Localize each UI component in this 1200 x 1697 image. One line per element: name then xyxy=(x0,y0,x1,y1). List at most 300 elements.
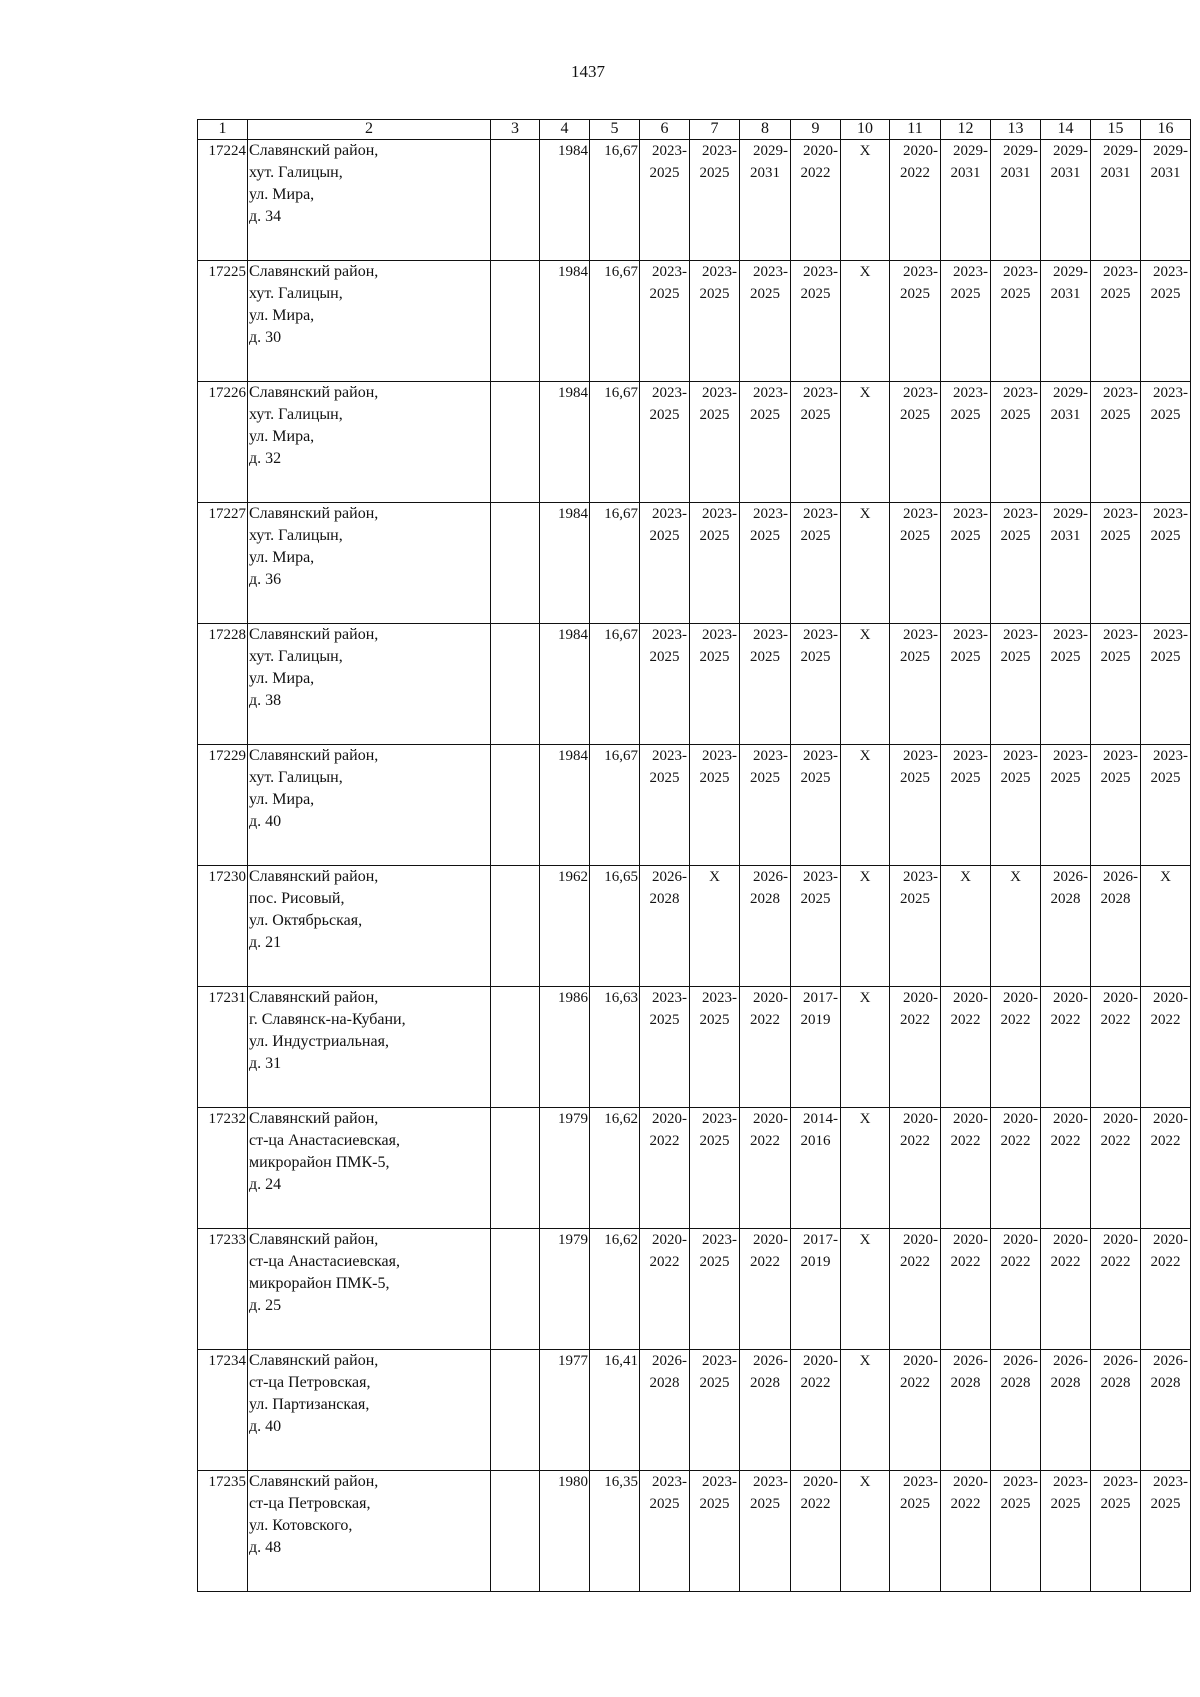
period-cell xyxy=(941,382,991,503)
period-start: 2023- xyxy=(1153,627,1188,643)
period-cell xyxy=(740,140,791,261)
period-start: 2023- xyxy=(652,506,687,522)
housing-table xyxy=(197,119,1191,1592)
address-line: Славянский район, xyxy=(249,1473,379,1490)
address-line: ул. Октябрьская, xyxy=(249,912,363,929)
value-cell: 16,65 xyxy=(590,866,640,987)
header-cell: 10 xyxy=(841,120,890,140)
period-end: 2022 xyxy=(800,1375,831,1391)
row-id: 17229 xyxy=(198,745,248,866)
period-cell xyxy=(1141,624,1191,745)
period-end: 2025 xyxy=(950,770,981,786)
period-end: 2025 xyxy=(800,528,831,544)
period-cell xyxy=(991,503,1041,624)
address-cell xyxy=(248,745,491,866)
period-end: 2025 xyxy=(699,770,730,786)
period-cell xyxy=(690,1229,740,1350)
period-end: 2025 xyxy=(1100,286,1131,302)
period-start: 2023- xyxy=(1103,264,1138,280)
period-cell xyxy=(1141,503,1191,624)
row-id: 17235 xyxy=(198,1471,248,1592)
address-line: д. 32 xyxy=(249,450,282,467)
period-end: 2028 xyxy=(1050,891,1081,907)
period-start: 2026- xyxy=(753,869,788,885)
period-cell xyxy=(690,745,740,866)
period-cell xyxy=(791,745,841,866)
period-cell xyxy=(1091,1350,1141,1471)
period-cell: X xyxy=(841,503,890,624)
address-line: Славянский район, xyxy=(249,142,379,159)
period-cell xyxy=(941,140,991,261)
table-row xyxy=(198,382,1191,503)
period-end: 2025 xyxy=(950,649,981,665)
table-body xyxy=(198,140,1191,1592)
period-cell xyxy=(991,1471,1041,1592)
header-cell: 11 xyxy=(890,120,941,140)
period-cell xyxy=(1041,1229,1091,1350)
col3-cell xyxy=(491,261,540,382)
period-end: 2025 xyxy=(699,1133,730,1149)
period-start: 2023- xyxy=(702,748,737,764)
period-cell xyxy=(941,987,991,1108)
period-start: 2023- xyxy=(803,264,838,280)
period-start: 2020- xyxy=(1153,1232,1188,1248)
period-start: 2023- xyxy=(702,627,737,643)
period-start: 2020- xyxy=(803,143,838,159)
period-end: 2025 xyxy=(1100,1496,1131,1512)
row-id: 17230 xyxy=(198,866,248,987)
table-row xyxy=(198,1108,1191,1229)
period-end: 2025 xyxy=(699,1254,730,1270)
address-line: Славянский район, xyxy=(249,989,379,1006)
period-cell xyxy=(740,261,791,382)
address-line: д. 30 xyxy=(249,329,282,346)
period-cell xyxy=(740,382,791,503)
period-cell xyxy=(791,261,841,382)
period-start: 2020- xyxy=(1003,1111,1038,1127)
header-cell: 13 xyxy=(991,120,1041,140)
col3-cell xyxy=(491,1108,540,1229)
period-cell xyxy=(740,866,791,987)
period-start: 2020- xyxy=(1103,990,1138,1006)
period-cell xyxy=(941,624,991,745)
period-start: 2020- xyxy=(953,1111,988,1127)
value-cell: 16,41 xyxy=(590,1350,640,1471)
period-start: 2023- xyxy=(702,1474,737,1490)
period-end: 2025 xyxy=(1000,407,1031,423)
period-end: 2025 xyxy=(750,286,780,302)
address-line: ст-ца Петровская, xyxy=(249,1374,371,1391)
period-cell xyxy=(791,382,841,503)
period-start: 2020- xyxy=(753,990,788,1006)
period-cell xyxy=(1141,1229,1191,1350)
period-cell: X xyxy=(690,866,740,987)
period-end: 2031 xyxy=(1000,165,1031,181)
period-start: 2023- xyxy=(753,627,788,643)
period-cell: X xyxy=(991,866,1041,987)
year-cell: 1962 xyxy=(540,866,590,987)
period-end: 2028 xyxy=(1100,891,1131,907)
period-start: 2029- xyxy=(1053,264,1088,280)
address-line: д. 40 xyxy=(249,813,282,830)
period-end: 2025 xyxy=(699,1375,730,1391)
period-end: 2025 xyxy=(750,407,780,423)
period-cell xyxy=(740,503,791,624)
table-row xyxy=(198,140,1191,261)
period-end: 2031 xyxy=(750,165,780,181)
period-end: 2031 xyxy=(1100,165,1131,181)
header-cell: 12 xyxy=(941,120,991,140)
period-start: 2020- xyxy=(803,1353,838,1369)
col3-cell xyxy=(491,1350,540,1471)
period-start: 2026- xyxy=(1053,1353,1088,1369)
period-start: 2020- xyxy=(652,1232,687,1248)
period-end: 2022 xyxy=(900,1254,930,1270)
period-cell xyxy=(1091,1108,1141,1229)
period-cell xyxy=(640,382,690,503)
col3-cell xyxy=(491,140,540,261)
address-line: ст-ца Анастасиевская, xyxy=(249,1132,401,1149)
period-start: 2023- xyxy=(753,506,788,522)
period-end: 2022 xyxy=(900,1375,930,1391)
period-end: 2025 xyxy=(1150,649,1181,665)
header-row xyxy=(198,120,1191,140)
period-start: 2023- xyxy=(1003,506,1038,522)
period-end: 2025 xyxy=(800,770,831,786)
period-end: 2025 xyxy=(649,1012,680,1028)
col3-cell xyxy=(491,382,540,503)
period-end: 2025 xyxy=(800,286,831,302)
period-end: 2025 xyxy=(649,407,680,423)
period-cell: X xyxy=(841,1471,890,1592)
period-start: 2023- xyxy=(903,506,938,522)
period-end: 2025 xyxy=(800,649,831,665)
period-start: 2020- xyxy=(1103,1232,1138,1248)
period-cell xyxy=(941,503,991,624)
value-cell: 16,67 xyxy=(590,503,640,624)
address-cell xyxy=(248,140,491,261)
period-end: 2028 xyxy=(750,1375,780,1391)
period-start: 2023- xyxy=(1103,1474,1138,1490)
period-start: 2029- xyxy=(753,143,788,159)
period-start: 2029- xyxy=(1103,143,1138,159)
period-cell xyxy=(1041,1108,1091,1229)
period-end: 2019 xyxy=(800,1012,831,1028)
period-start: 2029- xyxy=(1003,143,1038,159)
period-cell xyxy=(690,1471,740,1592)
table-row xyxy=(198,503,1191,624)
value-cell: 16,62 xyxy=(590,1108,640,1229)
col3-cell xyxy=(491,503,540,624)
period-end: 2025 xyxy=(1000,770,1031,786)
period-end: 2025 xyxy=(900,891,930,907)
address-line: г. Славянск-на-Кубани, xyxy=(249,1011,406,1028)
period-cell xyxy=(890,503,941,624)
period-cell xyxy=(791,987,841,1108)
value-cell: 16,63 xyxy=(590,987,640,1108)
period-cell xyxy=(1141,382,1191,503)
period-cell: X xyxy=(841,261,890,382)
address-line: хут. Галицын, xyxy=(249,648,343,665)
page-number: 1437 xyxy=(571,62,605,81)
period-start: 2026- xyxy=(1003,1353,1038,1369)
period-start: 2023- xyxy=(1103,385,1138,401)
address-cell xyxy=(248,866,491,987)
period-start: 2023- xyxy=(702,264,737,280)
period-end: 2022 xyxy=(750,1254,780,1270)
address-line: д. 25 xyxy=(249,1297,282,1314)
period-end: 2025 xyxy=(1000,649,1031,665)
address-cell xyxy=(248,1350,491,1471)
period-cell xyxy=(890,261,941,382)
period-start: 2023- xyxy=(1153,506,1188,522)
table-row xyxy=(198,745,1191,866)
period-start: 2023- xyxy=(903,264,938,280)
address-cell xyxy=(248,624,491,745)
period-start: 2017- xyxy=(803,1232,838,1248)
period-cell xyxy=(941,1108,991,1229)
period-end: 2025 xyxy=(649,165,680,181)
period-start: 2023- xyxy=(652,990,687,1006)
period-end: 2028 xyxy=(950,1375,981,1391)
period-start: 2023- xyxy=(1153,748,1188,764)
table-row xyxy=(198,1229,1191,1350)
period-end: 2025 xyxy=(649,528,680,544)
period-start: 2026- xyxy=(652,1353,687,1369)
period-end: 2022 xyxy=(950,1254,981,1270)
address-line: хут. Галицын, xyxy=(249,769,343,786)
period-end: 2025 xyxy=(900,286,930,302)
year-cell: 1984 xyxy=(540,382,590,503)
period-cell xyxy=(740,1350,791,1471)
period-end: 2022 xyxy=(900,165,930,181)
period-start: 2020- xyxy=(1003,1232,1038,1248)
period-end: 2025 xyxy=(1150,528,1181,544)
year-cell: 1980 xyxy=(540,1471,590,1592)
period-start: 2020- xyxy=(1003,990,1038,1006)
value-cell: 16,67 xyxy=(590,140,640,261)
period-end: 2022 xyxy=(900,1133,930,1149)
period-start: 2023- xyxy=(1003,385,1038,401)
period-end: 2025 xyxy=(750,649,780,665)
period-start: 2023- xyxy=(1103,506,1138,522)
address-line: ст-ца Петровская, xyxy=(249,1495,371,1512)
year-cell: 1979 xyxy=(540,1229,590,1350)
period-cell xyxy=(690,987,740,1108)
period-end: 2022 xyxy=(1000,1012,1031,1028)
period-start: 2023- xyxy=(903,1474,938,1490)
period-cell: X xyxy=(841,745,890,866)
period-cell xyxy=(640,745,690,866)
period-cell xyxy=(890,866,941,987)
period-end: 2022 xyxy=(750,1012,780,1028)
period-start: 2023- xyxy=(1003,627,1038,643)
period-start: 2023- xyxy=(1053,748,1088,764)
period-cell xyxy=(1091,1229,1141,1350)
period-cell xyxy=(991,745,1041,866)
address-line: ул. Мира, xyxy=(249,428,315,445)
address-cell xyxy=(248,987,491,1108)
period-end: 2028 xyxy=(750,891,780,907)
period-cell: X xyxy=(841,866,890,987)
period-start: 2026- xyxy=(1053,869,1088,885)
period-cell: X xyxy=(841,382,890,503)
period-end: 2025 xyxy=(950,407,981,423)
period-cell: X xyxy=(941,866,991,987)
col3-cell xyxy=(491,624,540,745)
period-start: 2023- xyxy=(953,748,988,764)
period-end: 2022 xyxy=(1150,1012,1181,1028)
period-end: 2022 xyxy=(900,1012,930,1028)
period-start: 2020- xyxy=(753,1111,788,1127)
address-cell xyxy=(248,261,491,382)
address-line: ул. Партизанская, xyxy=(249,1396,370,1413)
period-end: 2025 xyxy=(900,770,930,786)
period-end: 2031 xyxy=(1050,407,1081,423)
period-end: 2025 xyxy=(900,528,930,544)
value-cell: 16,67 xyxy=(590,382,640,503)
period-end: 2025 xyxy=(1150,770,1181,786)
period-cell xyxy=(890,382,941,503)
period-end: 2028 xyxy=(1100,1375,1131,1391)
period-end: 2022 xyxy=(800,1496,831,1512)
period-start: 2029- xyxy=(1053,143,1088,159)
col3-cell xyxy=(491,745,540,866)
period-cell xyxy=(740,987,791,1108)
period-end: 2025 xyxy=(699,407,730,423)
period-start: 2023- xyxy=(1153,264,1188,280)
period-start: 2023- xyxy=(702,143,737,159)
period-cell xyxy=(1091,866,1141,987)
address-line: д. 40 xyxy=(249,1418,282,1435)
period-end: 2022 xyxy=(1150,1133,1181,1149)
period-cell xyxy=(791,1471,841,1592)
header-cell: 2 xyxy=(248,120,491,140)
period-cell xyxy=(991,140,1041,261)
row-id: 17234 xyxy=(198,1350,248,1471)
period-start: 2029- xyxy=(1153,143,1188,159)
period-cell xyxy=(791,503,841,624)
period-start: 2017- xyxy=(803,990,838,1006)
period-cell xyxy=(890,1471,941,1592)
period-end: 2022 xyxy=(1150,1254,1181,1270)
period-start: 2023- xyxy=(1053,1474,1088,1490)
period-start: 2023- xyxy=(702,1111,737,1127)
period-end: 2025 xyxy=(900,1496,930,1512)
period-end: 2016 xyxy=(800,1133,831,1149)
period-start: 2026- xyxy=(1103,1353,1138,1369)
period-cell xyxy=(690,261,740,382)
period-end: 2025 xyxy=(1000,1496,1031,1512)
period-end: 2025 xyxy=(1100,770,1131,786)
period-cell xyxy=(1091,261,1141,382)
period-end: 2025 xyxy=(950,286,981,302)
row-id: 17224 xyxy=(198,140,248,261)
period-cell xyxy=(890,140,941,261)
period-start: 2023- xyxy=(903,627,938,643)
period-end: 2022 xyxy=(649,1254,680,1270)
address-line: д. 34 xyxy=(249,208,282,225)
period-cell xyxy=(991,987,1041,1108)
period-end: 2028 xyxy=(1000,1375,1031,1391)
period-cell xyxy=(1091,1471,1141,1592)
period-start: 2026- xyxy=(652,869,687,885)
year-cell: 1984 xyxy=(540,624,590,745)
period-cell xyxy=(640,987,690,1108)
period-end: 2022 xyxy=(950,1012,981,1028)
period-cell xyxy=(991,624,1041,745)
value-cell: 16,67 xyxy=(590,624,640,745)
period-cell xyxy=(640,261,690,382)
address-line: ул. Мира, xyxy=(249,307,315,324)
period-cell xyxy=(690,1350,740,1471)
period-cell: X xyxy=(1141,866,1191,987)
period-start: 2029- xyxy=(1053,385,1088,401)
address-line: д. 31 xyxy=(249,1055,282,1072)
period-start: 2023- xyxy=(702,990,737,1006)
period-cell xyxy=(791,1229,841,1350)
period-end: 2025 xyxy=(699,528,730,544)
period-start: 2023- xyxy=(652,143,687,159)
row-id: 17231 xyxy=(198,987,248,1108)
period-start: 2020- xyxy=(1153,990,1188,1006)
period-end: 2028 xyxy=(1050,1375,1081,1391)
header-cell: 14 xyxy=(1041,120,1091,140)
period-cell: X xyxy=(841,140,890,261)
address-line: ул. Котовского, xyxy=(249,1517,353,1534)
address-line: Славянский район, xyxy=(249,263,379,280)
address-line: Славянский район, xyxy=(249,384,379,401)
period-start: 2023- xyxy=(652,385,687,401)
period-cell: X xyxy=(841,624,890,745)
row-id: 17228 xyxy=(198,624,248,745)
address-line: Славянский район, xyxy=(249,868,379,885)
period-cell xyxy=(640,1350,690,1471)
period-cell xyxy=(1091,140,1141,261)
period-cell xyxy=(1141,745,1191,866)
period-end: 2025 xyxy=(649,649,680,665)
period-start: 2023- xyxy=(903,748,938,764)
period-start: 2023- xyxy=(1103,627,1138,643)
period-end: 2025 xyxy=(1150,286,1181,302)
period-cell xyxy=(991,1229,1041,1350)
period-start: 2020- xyxy=(903,1353,938,1369)
header-cell: 9 xyxy=(791,120,841,140)
period-cell xyxy=(1041,624,1091,745)
table-row xyxy=(198,866,1191,987)
period-start: 2023- xyxy=(652,1474,687,1490)
period-cell xyxy=(1041,1471,1091,1592)
period-cell xyxy=(690,624,740,745)
period-start: 2026- xyxy=(1103,869,1138,885)
period-start: 2023- xyxy=(1153,1474,1188,1490)
period-end: 2022 xyxy=(1000,1254,1031,1270)
period-end: 2022 xyxy=(1100,1012,1131,1028)
period-cell xyxy=(1141,1108,1191,1229)
period-cell xyxy=(890,987,941,1108)
table-row xyxy=(198,261,1191,382)
address-line: микрорайон ПМК-5, xyxy=(249,1154,390,1171)
period-end: 2025 xyxy=(1050,770,1081,786)
period-end: 2025 xyxy=(1100,528,1131,544)
value-cell: 16,35 xyxy=(590,1471,640,1592)
period-end: 2025 xyxy=(950,528,981,544)
period-end: 2025 xyxy=(750,528,780,544)
period-end: 2025 xyxy=(750,1496,780,1512)
period-end: 2022 xyxy=(649,1133,680,1149)
year-cell: 1984 xyxy=(540,261,590,382)
address-line: ул. Мира, xyxy=(249,186,315,203)
